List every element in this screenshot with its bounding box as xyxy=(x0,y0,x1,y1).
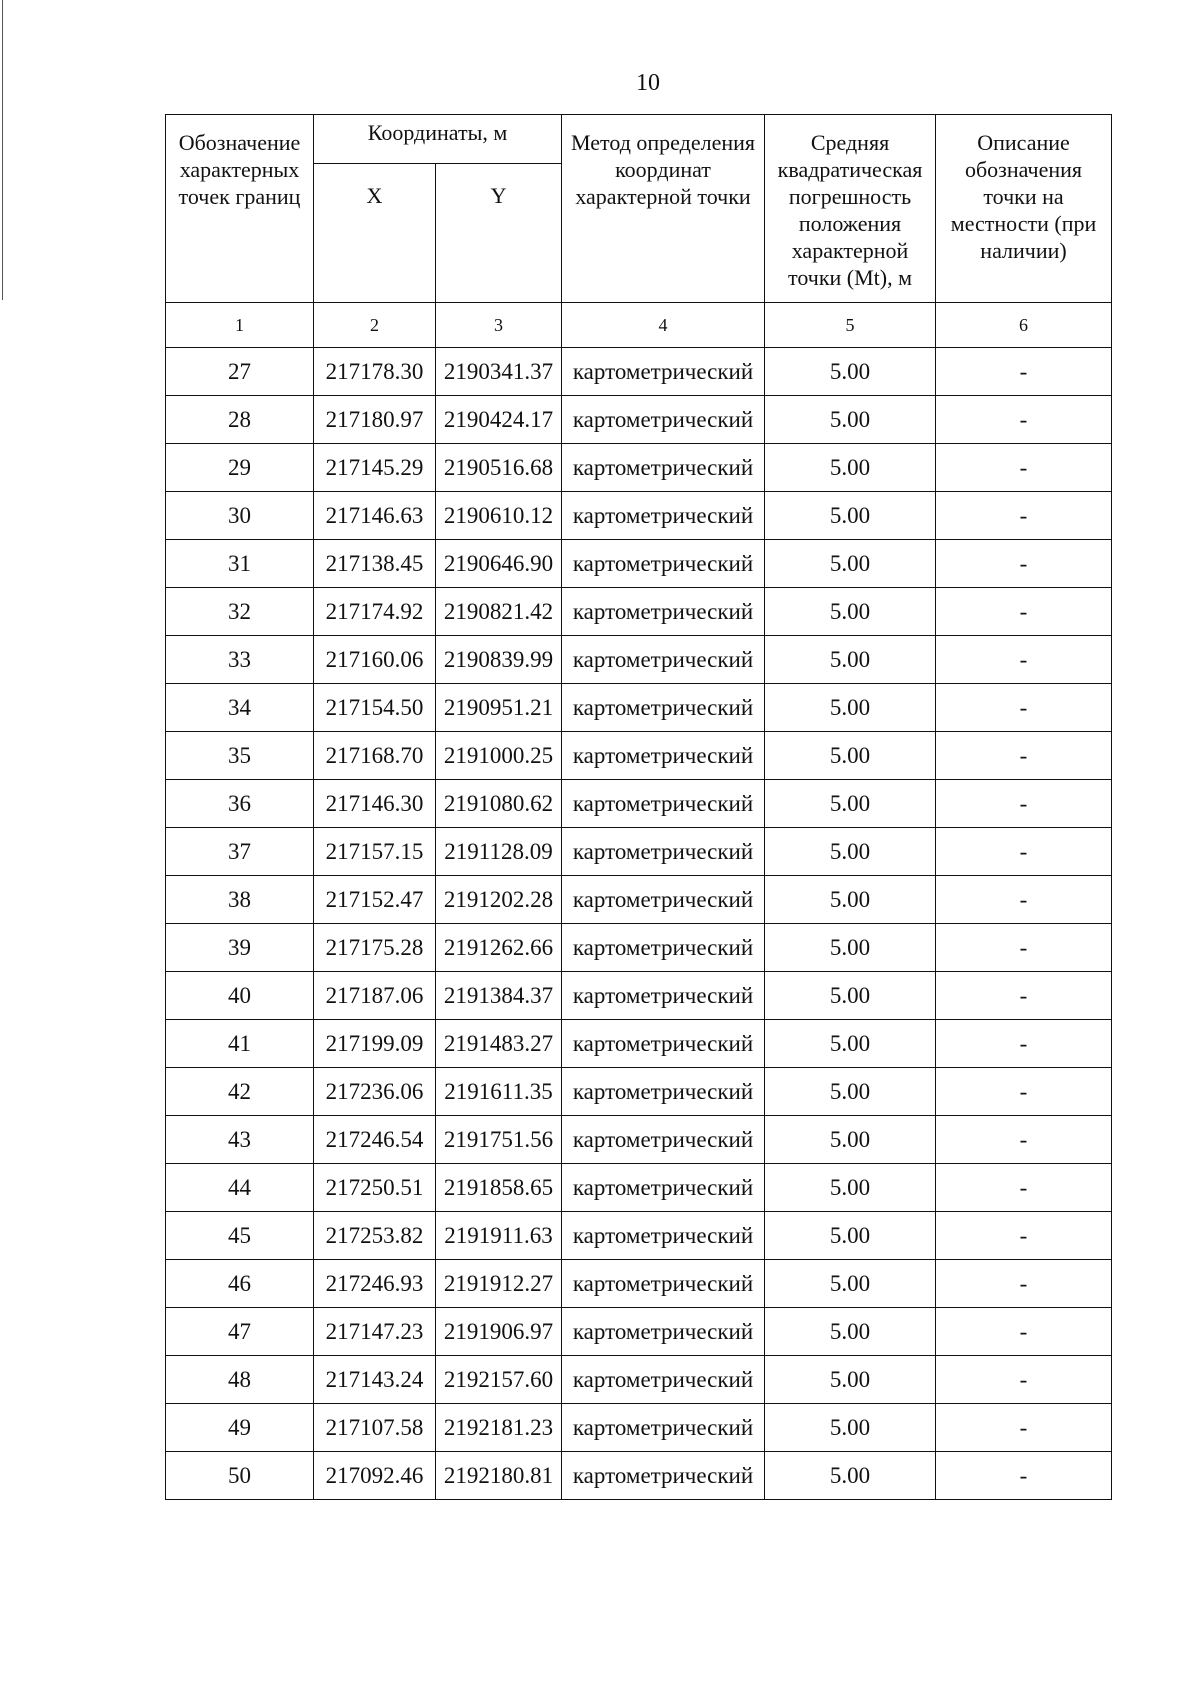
cell-method: картометрический xyxy=(562,396,765,444)
cell-error: 5.00 xyxy=(765,348,936,396)
cell-method: картометрический xyxy=(562,780,765,828)
cell-error: 5.00 xyxy=(765,1308,936,1356)
cell-x: 217154.50 xyxy=(314,684,436,732)
cell-description: - xyxy=(936,1068,1112,1116)
cell-method: картометрический xyxy=(562,348,765,396)
cell-y: 2191262.66 xyxy=(436,924,562,972)
cell-x: 217175.28 xyxy=(314,924,436,972)
table-row xyxy=(166,540,1112,588)
cell-error: 5.00 xyxy=(765,876,936,924)
cell-description: - xyxy=(936,588,1112,636)
cell-error: 5.00 xyxy=(765,684,936,732)
cell-method: картометрический xyxy=(562,876,765,924)
cell-description: - xyxy=(936,540,1112,588)
cell-description: - xyxy=(936,1404,1112,1452)
cell-point: 29 xyxy=(166,444,314,492)
cell-error: 5.00 xyxy=(765,1020,936,1068)
cell-y: 2190610.12 xyxy=(436,492,562,540)
cell-description: - xyxy=(936,972,1112,1020)
cell-description: - xyxy=(936,684,1112,732)
cell-x: 217152.47 xyxy=(314,876,436,924)
cell-error: 5.00 xyxy=(765,1116,936,1164)
cell-description: - xyxy=(936,924,1112,972)
cell-description: - xyxy=(936,348,1112,396)
cell-method: картометрический xyxy=(562,972,765,1020)
cell-error: 5.00 xyxy=(765,1356,936,1404)
cell-description: - xyxy=(936,444,1112,492)
column-number-row xyxy=(166,303,1112,348)
cell-y: 2191483.27 xyxy=(436,1020,562,1068)
cell-y: 2191000.25 xyxy=(436,732,562,780)
cell-y: 2190951.21 xyxy=(436,684,562,732)
coordinates-table xyxy=(165,114,1112,1500)
cell-description: - xyxy=(936,876,1112,924)
cell-method: картометрический xyxy=(562,1452,765,1500)
table-row xyxy=(166,1308,1112,1356)
cell-point: 31 xyxy=(166,540,314,588)
cell-error: 5.00 xyxy=(765,780,936,828)
cell-error: 5.00 xyxy=(765,540,936,588)
table-row xyxy=(166,1164,1112,1212)
table-row xyxy=(166,444,1112,492)
cell-point: 44 xyxy=(166,1164,314,1212)
header-description: Описание обозначения точки на местности (при наличии) xyxy=(936,115,1112,303)
table-row xyxy=(166,684,1112,732)
cell-x: 217180.97 xyxy=(314,396,436,444)
header-point: Обозначение характерных точек границ xyxy=(166,115,314,303)
table-row xyxy=(166,1068,1112,1116)
cell-method: картометрический xyxy=(562,684,765,732)
cell-point: 41 xyxy=(166,1020,314,1068)
cell-method: картометрический xyxy=(562,924,765,972)
header-method: Метод определения координат характерной точки xyxy=(562,115,765,303)
cell-y: 2191912.27 xyxy=(436,1260,562,1308)
cell-method: картометрический xyxy=(562,1116,765,1164)
cell-y: 2191128.09 xyxy=(436,828,562,876)
cell-method: картометрический xyxy=(562,540,765,588)
cell-x: 217187.06 xyxy=(314,972,436,1020)
cell-point: 40 xyxy=(166,972,314,1020)
cell-point: 36 xyxy=(166,780,314,828)
header-row-top xyxy=(166,115,1112,164)
cell-x: 217168.70 xyxy=(314,732,436,780)
cell-description: - xyxy=(936,1308,1112,1356)
cell-x: 217253.82 xyxy=(314,1212,436,1260)
cell-x: 217236.06 xyxy=(314,1068,436,1116)
cell-error: 5.00 xyxy=(765,1164,936,1212)
cell-y: 2191751.56 xyxy=(436,1116,562,1164)
cell-description: - xyxy=(936,1116,1112,1164)
table-row xyxy=(166,732,1112,780)
cell-point: 32 xyxy=(166,588,314,636)
cell-y: 2192180.81 xyxy=(436,1452,562,1500)
cell-x: 217250.51 xyxy=(314,1164,436,1212)
cell-method: картометрический xyxy=(562,1260,765,1308)
cell-y: 2190821.42 xyxy=(436,588,562,636)
cell-method: картометрический xyxy=(562,1404,765,1452)
column-number: 2 xyxy=(314,303,436,348)
cell-y: 2191911.63 xyxy=(436,1212,562,1260)
cell-method: картометрический xyxy=(562,1308,765,1356)
cell-description: - xyxy=(936,396,1112,444)
cell-point: 34 xyxy=(166,684,314,732)
cell-point: 33 xyxy=(166,636,314,684)
cell-y: 2190516.68 xyxy=(436,444,562,492)
cell-description: - xyxy=(936,732,1112,780)
cell-x: 217160.06 xyxy=(314,636,436,684)
cell-point: 45 xyxy=(166,1212,314,1260)
cell-description: - xyxy=(936,1164,1112,1212)
cell-x: 217199.09 xyxy=(314,1020,436,1068)
table-row xyxy=(166,780,1112,828)
header-coordinates: Координаты, м xyxy=(314,115,562,164)
cell-point: 38 xyxy=(166,876,314,924)
cell-error: 5.00 xyxy=(765,1452,936,1500)
cell-error: 5.00 xyxy=(765,924,936,972)
cell-description: - xyxy=(936,1020,1112,1068)
table-row xyxy=(166,492,1112,540)
column-number: 6 xyxy=(936,303,1112,348)
cell-point: 49 xyxy=(166,1404,314,1452)
table-body xyxy=(166,348,1112,1500)
cell-point: 42 xyxy=(166,1068,314,1116)
cell-y: 2190839.99 xyxy=(436,636,562,684)
table-row xyxy=(166,924,1112,972)
cell-x: 217246.93 xyxy=(314,1260,436,1308)
cell-y: 2191611.35 xyxy=(436,1068,562,1116)
cell-x: 217092.46 xyxy=(314,1452,436,1500)
column-number: 4 xyxy=(562,303,765,348)
cell-x: 217145.29 xyxy=(314,444,436,492)
cell-error: 5.00 xyxy=(765,972,936,1020)
cell-point: 48 xyxy=(166,1356,314,1404)
page-number: 10 xyxy=(636,70,660,96)
cell-point: 46 xyxy=(166,1260,314,1308)
cell-y: 2191906.97 xyxy=(436,1308,562,1356)
column-number: 5 xyxy=(765,303,936,348)
cell-y: 2191080.62 xyxy=(436,780,562,828)
cell-method: картометрический xyxy=(562,636,765,684)
table-row xyxy=(166,828,1112,876)
cell-y: 2191858.65 xyxy=(436,1164,562,1212)
cell-y: 2190646.90 xyxy=(436,540,562,588)
cell-method: картометрический xyxy=(562,828,765,876)
cell-description: - xyxy=(936,1212,1112,1260)
cell-point: 27 xyxy=(166,348,314,396)
table-row xyxy=(166,1404,1112,1452)
cell-point: 37 xyxy=(166,828,314,876)
table-row xyxy=(166,348,1112,396)
cell-method: картометрический xyxy=(562,1356,765,1404)
header-x: X xyxy=(314,164,436,303)
column-number: 1 xyxy=(166,303,314,348)
cell-error: 5.00 xyxy=(765,588,936,636)
scan-edge-line xyxy=(2,0,3,300)
cell-error: 5.00 xyxy=(765,636,936,684)
cell-y: 2191384.37 xyxy=(436,972,562,1020)
table-row xyxy=(166,1212,1112,1260)
cell-x: 217107.58 xyxy=(314,1404,436,1452)
cell-y: 2192157.60 xyxy=(436,1356,562,1404)
cell-point: 35 xyxy=(166,732,314,780)
cell-point: 28 xyxy=(166,396,314,444)
cell-error: 5.00 xyxy=(765,492,936,540)
cell-point: 30 xyxy=(166,492,314,540)
cell-description: - xyxy=(936,1452,1112,1500)
cell-point: 47 xyxy=(166,1308,314,1356)
cell-error: 5.00 xyxy=(765,1260,936,1308)
cell-description: - xyxy=(936,828,1112,876)
table-row xyxy=(166,876,1112,924)
cell-x: 217138.45 xyxy=(314,540,436,588)
column-number: 3 xyxy=(436,303,562,348)
cell-x: 217143.24 xyxy=(314,1356,436,1404)
table-row xyxy=(166,636,1112,684)
header-error: Средняя квадратическая погрешность положения характерной точки (Mt), м xyxy=(765,115,936,303)
cell-y: 2190424.17 xyxy=(436,396,562,444)
cell-point: 39 xyxy=(166,924,314,972)
cell-description: - xyxy=(936,780,1112,828)
cell-method: картометрический xyxy=(562,1212,765,1260)
cell-error: 5.00 xyxy=(765,732,936,780)
table-row xyxy=(166,972,1112,1020)
cell-error: 5.00 xyxy=(765,1404,936,1452)
cell-y: 2190341.37 xyxy=(436,348,562,396)
table-row xyxy=(166,1116,1112,1164)
cell-x: 217174.92 xyxy=(314,588,436,636)
cell-x: 217146.30 xyxy=(314,780,436,828)
cell-method: картометрический xyxy=(562,1020,765,1068)
cell-method: картометрический xyxy=(562,1164,765,1212)
table-row xyxy=(166,588,1112,636)
table-row xyxy=(166,1452,1112,1500)
cell-point: 43 xyxy=(166,1116,314,1164)
cell-error: 5.00 xyxy=(765,1212,936,1260)
cell-method: картометрический xyxy=(562,1068,765,1116)
table-row xyxy=(166,1356,1112,1404)
cell-x: 217178.30 xyxy=(314,348,436,396)
cell-method: картометрический xyxy=(562,588,765,636)
cell-description: - xyxy=(936,1356,1112,1404)
cell-y: 2191202.28 xyxy=(436,876,562,924)
cell-x: 217146.63 xyxy=(314,492,436,540)
header-y: Y xyxy=(436,164,562,303)
cell-error: 5.00 xyxy=(765,396,936,444)
cell-error: 5.00 xyxy=(765,1068,936,1116)
cell-x: 217147.23 xyxy=(314,1308,436,1356)
cell-method: картометрический xyxy=(562,732,765,780)
cell-x: 217246.54 xyxy=(314,1116,436,1164)
cell-x: 217157.15 xyxy=(314,828,436,876)
cell-description: - xyxy=(936,636,1112,684)
cell-method: картометрический xyxy=(562,444,765,492)
cell-y: 2192181.23 xyxy=(436,1404,562,1452)
table-row xyxy=(166,1020,1112,1068)
cell-method: картометрический xyxy=(562,492,765,540)
table-row xyxy=(166,396,1112,444)
cell-point: 50 xyxy=(166,1452,314,1500)
cell-description: - xyxy=(936,492,1112,540)
cell-description: - xyxy=(936,1260,1112,1308)
cell-error: 5.00 xyxy=(765,444,936,492)
table-row xyxy=(166,1260,1112,1308)
cell-error: 5.00 xyxy=(765,828,936,876)
